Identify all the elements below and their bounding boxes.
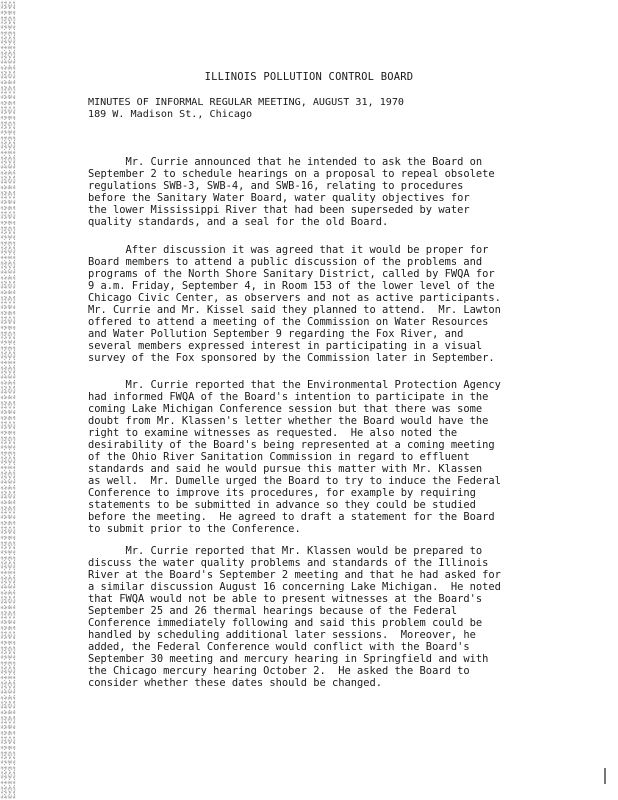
paragraph-line: regulations SWB-3, SWB-4, and SWB-16, relating to procedures — [88, 180, 464, 192]
paragraph-line: Conference to improve its procedures, for example by requiring — [88, 487, 476, 499]
paragraph-line: quality standards, and a seal for the old Board. — [88, 216, 389, 228]
paragraph-line: Board members to attend a public discussion of the problems and — [88, 256, 483, 268]
paragraph-line: right to examine witnesses as requested. He also noted the — [88, 427, 458, 439]
paragraph-line: the Chicago mercury hearing October 2. He asked the Board to — [88, 665, 470, 677]
paragraph-line: the lower Mississippi River that had been superseded by water — [88, 204, 470, 216]
paragraph-line: that FWQA would not be able to present witnesses at the Board's — [88, 593, 483, 605]
paragraph-line: statements to be submitted in advance so they could be studied — [88, 499, 476, 511]
paragraph-line: and Water Pollution September 9 regarding the Fox River, and — [88, 328, 464, 340]
paragraph-line: survey of the Fox sponsored by the Commission later in September. — [88, 352, 495, 364]
paragraph-line: as well. Mr. Dumelle urged the Board to try to induce the Federal — [88, 475, 501, 487]
paragraph-line: offered to attend a meeting of the Commission on Water Resources — [88, 316, 489, 328]
paragraph-line: standards and said he would pursue this matter with Mr. Klassen — [88, 463, 483, 475]
scan-edge-noise — [0, 0, 16, 800]
paragraph-line: Mr. Currie reported that Mr. Klassen would be prepared to — [88, 545, 483, 557]
paragraph-line: before the meeting. He agreed to draft a statement for the Board — [88, 511, 495, 523]
paragraph-line: before the Sanitary Water Board, water quality objectives for — [88, 192, 470, 204]
paragraph-line: discuss the water quality problems and standards of the Illinois — [88, 557, 489, 569]
paragraph-line: consider whether these dates should be changed. — [88, 677, 383, 689]
paragraph-line: September 30 meeting and mercury hearing in Springfield and with — [88, 653, 489, 665]
paragraph-line: handled by scheduling additional later sessions. Moreover, he — [88, 629, 476, 641]
meeting-location: 189 W. Madison St., Chicago — [88, 109, 253, 120]
paragraph-line: September 25 and 26 thermal hearings because of the Federal — [88, 605, 458, 617]
paragraph-line: programs of the North Shore Sanitary District, called by FWQA for — [88, 268, 495, 280]
paragraph-line: of the Ohio River Sanitation Commission in regard to effluent — [88, 451, 470, 463]
paragraph-line: had informed FWQA of the Board's intention to participate in the — [88, 391, 489, 403]
paragraph-line: a similar discussion August 16 concerning Lake Michigan. He noted — [88, 581, 501, 593]
paragraph-line: 9 a.m. Friday, September 4, in Room 153 of the lower level of the — [88, 280, 495, 292]
paragraph-line: added, the Federal Conference would conflict with the Board's — [88, 641, 470, 653]
paragraph-line: desirability of the Board's being represented at a coming meeting — [88, 439, 495, 451]
paragraph-line: coming Lake Michigan Conference session but that there was some — [88, 403, 483, 415]
paragraph-line: to submit prior to the Conference. — [88, 523, 301, 535]
paragraph-line: doubt from Mr. Klassen's letter whether the Board would have the — [88, 415, 489, 427]
meeting-title: MINUTES OF INFORMAL REGULAR MEETING, AUGUST 31, 1970 — [88, 97, 405, 108]
paragraph-line: River at the Board's September 2 meeting and that he had asked for — [88, 569, 501, 581]
paragraph-line: Mr. Currie and Mr. Kissel said they planned to attend. Mr. Lawton — [88, 304, 501, 316]
paragraph-line: several members expressed interest in participating in a visual — [88, 340, 483, 352]
paragraph-line: Conference immediately following and said this problem could be — [88, 617, 483, 629]
paragraph-line: Mr. Currie announced that he intended to ask the Board on — [88, 156, 483, 168]
paragraph-line: September 2 to schedule hearings on a proposal to repeal obsolete — [88, 168, 495, 180]
scan-edge-mark — [604, 768, 606, 784]
paragraph-line: Chicago Civic Center, as observers and not as active participants. — [88, 292, 501, 304]
paragraph-line: After discussion it was agreed that it would be proper for — [88, 244, 489, 256]
board-title: ILLINOIS POLLUTION CONTROL BOARD — [204, 71, 414, 83]
paragraph-line: Mr. Currie reported that the Environmental Protection Agency — [88, 379, 501, 391]
